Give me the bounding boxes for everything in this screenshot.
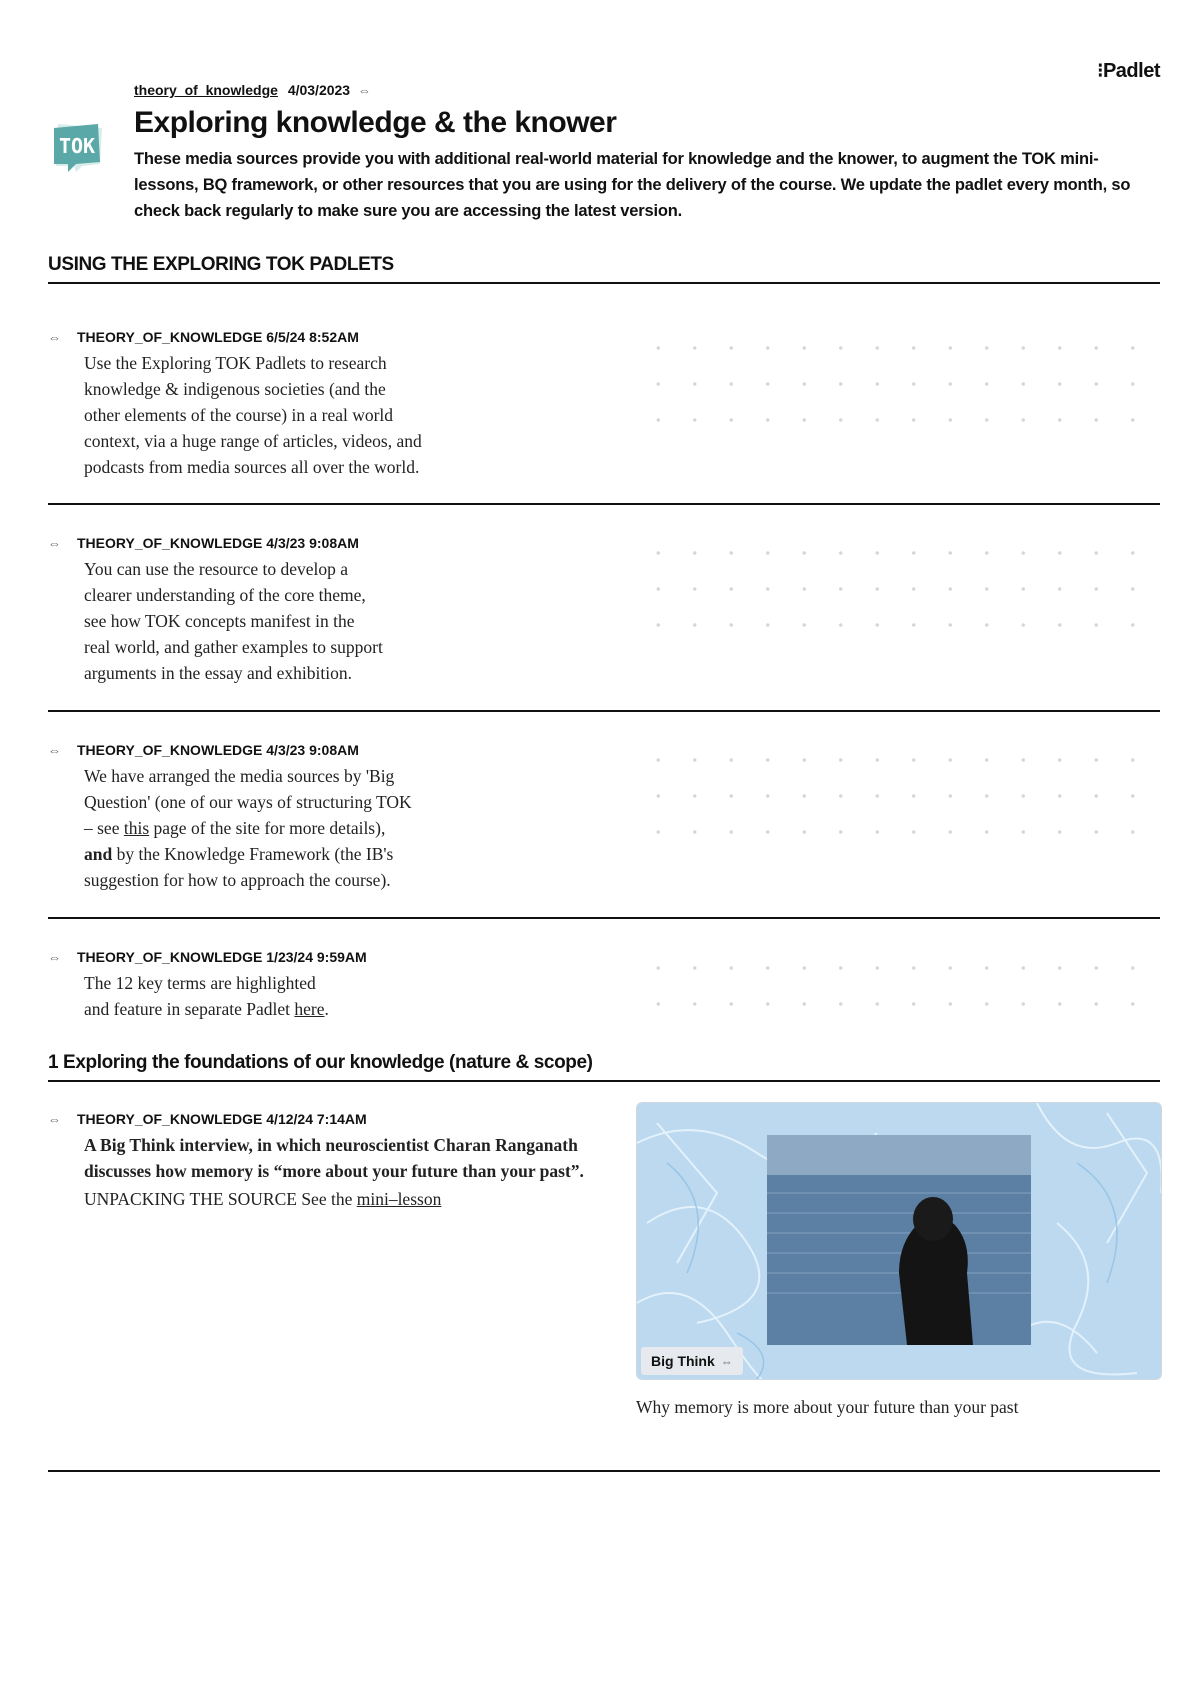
page-title: Exploring knowledge & the knower <box>134 106 617 139</box>
link-icon: ⇔ <box>358 83 371 98</box>
author-link[interactable]: theory_of_knowledge <box>134 82 278 98</box>
attachment-caption[interactable]: Why memory is more about your future than your past <box>636 1397 1019 1417</box>
link-icon: ⇔ <box>720 1355 733 1369</box>
post-body: You can use the resource to develop a clearer understanding of the core theme, see how TOK concepts manifest in the real world, and gather examples to support arguments in the essay and exhibition. <box>84 559 383 683</box>
link-icon: ⇔ <box>48 330 61 345</box>
post-divider <box>48 710 1160 712</box>
header-meta <box>134 82 371 98</box>
post-divider <box>48 1470 1160 1472</box>
key-terms-padlet-link[interactable]: here <box>294 999 325 1019</box>
dot-grid-background <box>640 950 1160 1010</box>
post-body: We have arranged the media sources by 'Big Question' (one of our ways of structuring TOK – see this page of the site for more details), and by the Knowledge Framework (the IB's suggestion for how to approach the course). <box>84 766 412 890</box>
post-header: ⇔ THEORY_OF_KNOWLEDGE 4/3/23 9:08AM <box>48 742 359 758</box>
dot-grid-background <box>640 742 1160 862</box>
link-icon: ⇔ <box>48 1112 61 1127</box>
link-icon: ⇔ <box>48 536 61 551</box>
attachment-card[interactable] <box>636 1102 1162 1380</box>
tok-logo <box>52 122 106 172</box>
dot-grid-background <box>640 330 1160 450</box>
post-header: ⇔ THEORY_OF_KNOWLEDGE 4/3/23 9:08AM <box>48 535 359 551</box>
dot-grid-background <box>640 535 1160 655</box>
page-description: These media sources provide you with additional real-world material for knowledge and the knower, to augment the TOK mini-lessons, BQ framework, or other resources that you are using for the delivery of the course. We update the padlet every month, so check back regularly to make sure you are accessing the latest version. <box>134 150 1131 220</box>
post-body: A Big Think interview, in which neuroscientist Charan Ranganath discusses how memory is “more about your future than your past”. UNPACKING THE SOURCE See the mini–lesson <box>84 1135 584 1209</box>
source-label: Big Think ⇔ <box>641 1347 743 1375</box>
attachment-thumbnail <box>637 1103 1161 1379</box>
post-header: ⇔ THEORY_OF_KNOWLEDGE 4/12/24 7:14AM <box>48 1111 367 1127</box>
post-body: Use the Exploring TOK Padlets to research knowledge & indigenous societies (and the other elements of the course) in a real world context, via a huge range of articles, videos, and podcasts from media sources all over the world. <box>84 353 422 477</box>
section-divider <box>48 282 1160 284</box>
tok-logo-text: TOK <box>58 134 96 158</box>
header-date: 4/03/2023 <box>287 82 351 98</box>
padlet-brand-logo[interactable]: ⁝Padlet <box>1097 60 1160 82</box>
section-title: 1 Exploring the foundations of our knowledge (nature & scope) <box>48 1052 593 1073</box>
section-divider <box>48 1080 1160 1082</box>
link-icon: ⇔ <box>48 743 61 758</box>
link-icon: ⇔ <box>48 950 61 965</box>
post-header: ⇔ THEORY_OF_KNOWLEDGE 1/23/24 9:59AM <box>48 949 367 965</box>
post-body: The 12 key terms are highlighted and feature in separate Padlet here. <box>84 973 329 1019</box>
this-page-link[interactable]: this <box>123 818 150 838</box>
post-divider <box>48 917 1160 919</box>
post-divider <box>48 503 1160 505</box>
mini-lesson-link[interactable]: mini–lesson <box>356 1189 442 1209</box>
post-header: ⇔ THEORY_OF_KNOWLEDGE 6/5/24 8:52AM <box>48 329 359 345</box>
section-title: USING THE EXPLORING TOK PADLETS <box>48 254 394 275</box>
